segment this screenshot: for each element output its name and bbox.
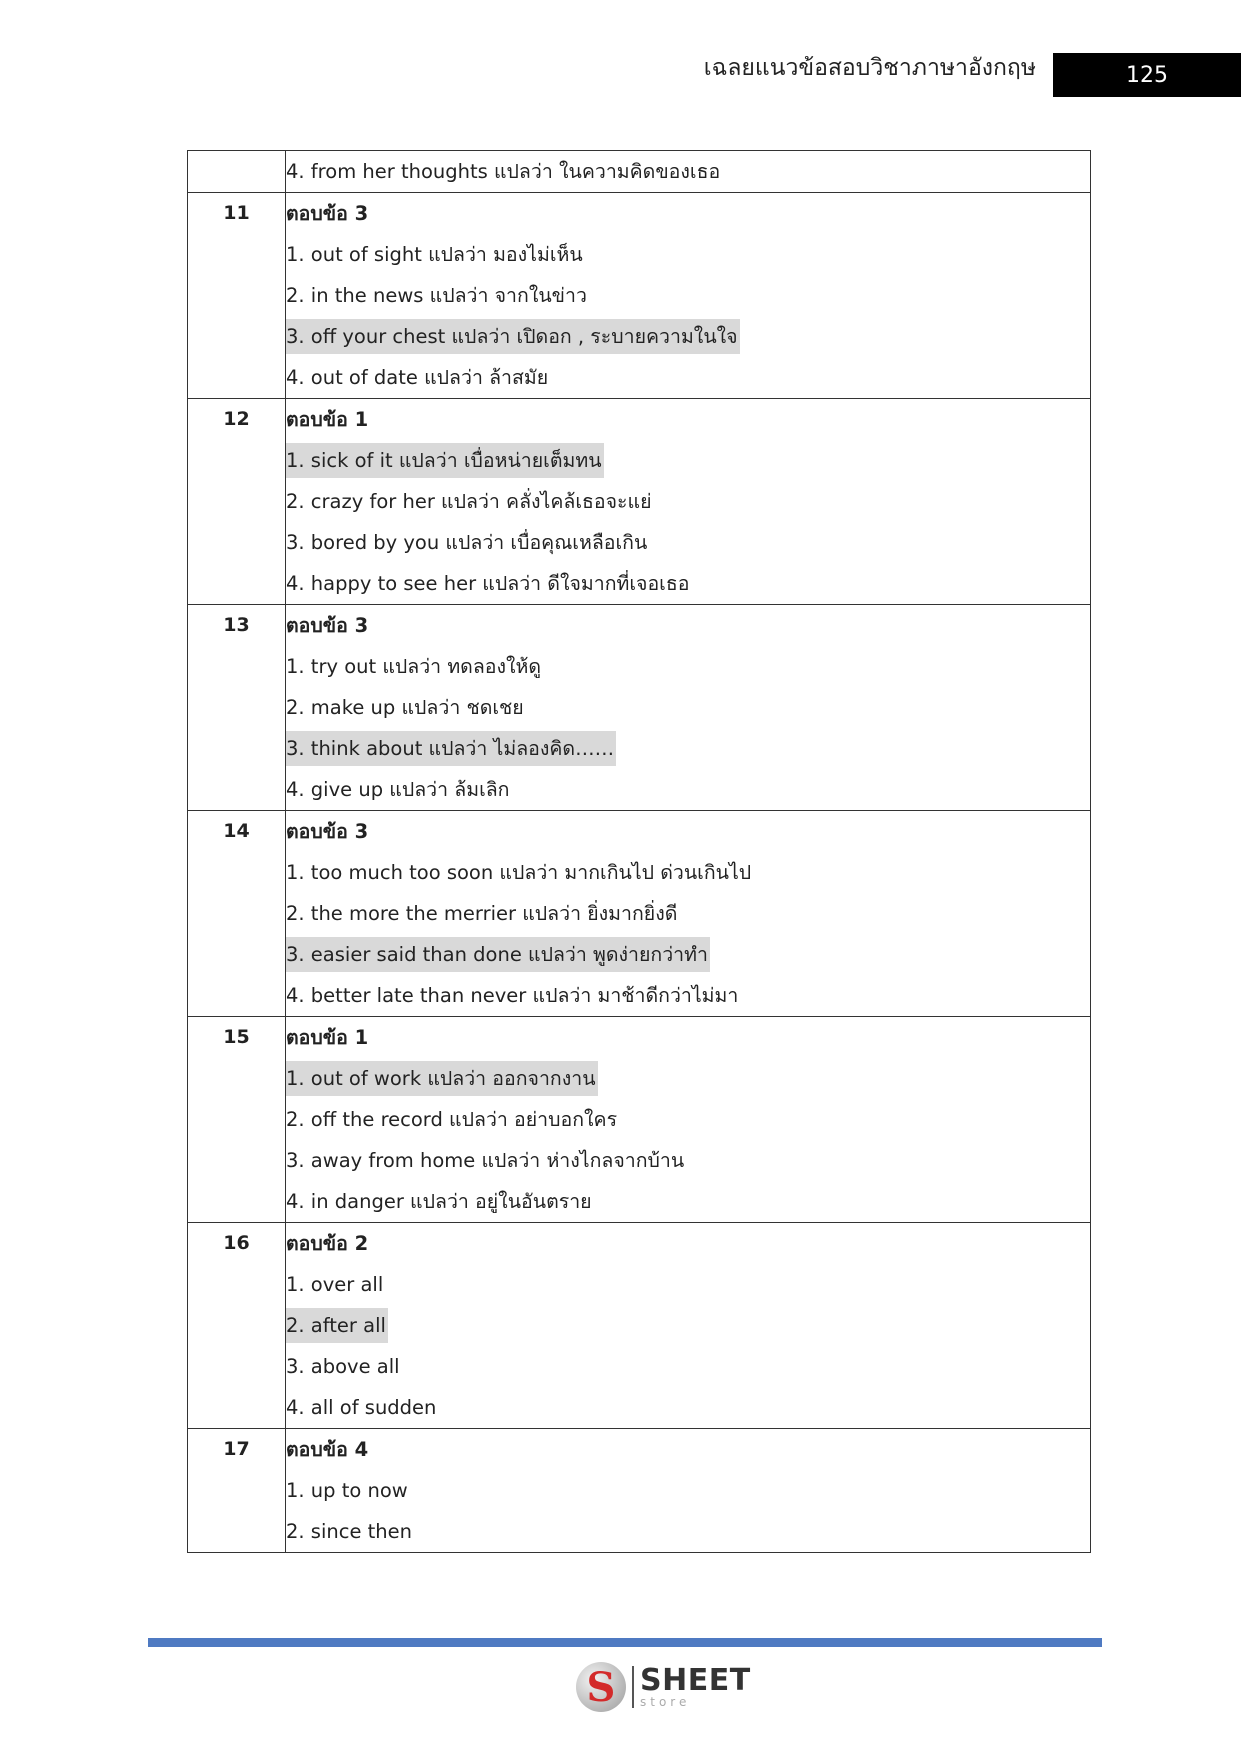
option-item — [286, 522, 1090, 563]
answer-cell — [286, 1429, 1091, 1553]
option-item — [286, 1387, 1090, 1428]
question-number: 15 — [223, 1026, 250, 1048]
logo-s-icon: S — [576, 1662, 626, 1712]
option-text: 4. all of sudden — [286, 1396, 437, 1419]
correct-option — [286, 1305, 1090, 1346]
logo-divider — [632, 1666, 634, 1708]
table-row — [188, 1017, 1091, 1223]
page-header-title: เฉลยแนวข้อสอบวิชาภาษาอังกฤษ — [703, 55, 1036, 81]
option-item — [286, 1140, 1090, 1181]
logo-main-text: SHEET — [640, 1663, 751, 1698]
answer-label: ตอบข้อ 1 — [286, 408, 369, 431]
answer-cell — [286, 193, 1091, 399]
logo-sub-text: store — [640, 1695, 691, 1709]
option-item — [286, 1181, 1090, 1222]
option-text: 2. make up แปลว่า ชดเชย — [286, 696, 524, 719]
option-item — [286, 357, 1090, 398]
answer-cell — [286, 399, 1091, 605]
option-text: 3. easier said than done แปลว่า พูดง่ายกว่าทำ — [286, 937, 710, 972]
option-item — [286, 852, 1090, 893]
option-text: 2. after all — [286, 1308, 388, 1343]
question-number: 16 — [223, 1232, 250, 1254]
answer-cell — [286, 1223, 1091, 1429]
question-number: 13 — [223, 614, 250, 636]
answer-cell — [286, 811, 1091, 1017]
option-item — [286, 646, 1090, 687]
question-number-cell — [188, 605, 286, 811]
option-text: 3. above all — [286, 1355, 400, 1378]
correct-option — [286, 440, 1090, 481]
question-number-cell — [188, 151, 286, 193]
option-item — [286, 563, 1090, 604]
correct-option — [286, 728, 1090, 769]
option-text: 2. in the news แปลว่า จากในข่าว — [286, 284, 587, 307]
answer-label: ตอบข้อ 3 — [286, 820, 369, 843]
answer-label: ตอบข้อ 3 — [286, 202, 369, 225]
footer-bar — [148, 1638, 1102, 1647]
answer-cell — [286, 1017, 1091, 1223]
answer-label: ตอบข้อ 3 — [286, 614, 369, 637]
option-text: 4. better late than never แปลว่า มาช้าดีกว่าไม่มา — [286, 984, 739, 1007]
table-row — [188, 1429, 1091, 1553]
option-item — [286, 687, 1090, 728]
answer-label: ตอบข้อ 4 — [286, 1438, 369, 1461]
page-number: 125 — [1126, 62, 1168, 88]
page-number-box — [1053, 53, 1241, 97]
option-text: 4. happy to see her แปลว่า ดีใจมากที่เจอเธอ — [286, 572, 690, 595]
table-row — [188, 399, 1091, 605]
answer-cell — [286, 605, 1091, 811]
table-row — [188, 193, 1091, 399]
option-item — [286, 275, 1090, 316]
answer-cell — [286, 151, 1091, 193]
option-item — [286, 1099, 1090, 1140]
question-number-cell — [188, 1429, 286, 1553]
option-item — [286, 1264, 1090, 1305]
option-text: 1. up to now — [286, 1479, 408, 1502]
option-text: 1. out of work แปลว่า ออกจากงาน — [286, 1061, 598, 1096]
option-text: 1. sick of it แปลว่า เบื่อหน่ายเต็มทน — [286, 443, 604, 478]
question-number: 12 — [223, 408, 250, 430]
option-text: 3. away from home แปลว่า ห่างไกลจากบ้าน — [286, 1149, 685, 1172]
sheet-store-logo — [576, 1662, 751, 1712]
answer-label: ตอบข้อ 1 — [286, 1026, 369, 1049]
option-text: 4. out of date แปลว่า ล้าสมัย — [286, 366, 549, 389]
option-text: 1. try out แปลว่า ทดลองให้ดู — [286, 655, 542, 678]
table-row — [188, 151, 1091, 193]
option-text: 4. give up แปลว่า ล้มเลิก — [286, 778, 510, 801]
option-item — [286, 769, 1090, 810]
option-text: 2. since then — [286, 1520, 413, 1543]
option-text: 1. over all — [286, 1273, 384, 1296]
question-number: 11 — [223, 202, 250, 224]
option-item — [286, 975, 1090, 1016]
logo-text — [640, 1663, 751, 1709]
question-number-cell — [188, 811, 286, 1017]
answer-table — [187, 150, 1091, 1553]
option-text: 3. think about แปลว่า ไม่ลองคิด…… — [286, 731, 616, 766]
option-item — [286, 1346, 1090, 1387]
option-text: 4. from her thoughts แปลว่า ในความคิดของเธอ — [286, 160, 721, 183]
question-number-cell — [188, 1017, 286, 1223]
option-item — [286, 151, 1090, 192]
option-item — [286, 893, 1090, 934]
option-item — [286, 234, 1090, 275]
question-number-cell — [188, 399, 286, 605]
option-text: 3. bored by you แปลว่า เบื่อคุณเหลือเกิน — [286, 531, 648, 554]
option-text: 4. in danger แปลว่า อยู่ในอันตราย — [286, 1190, 592, 1213]
option-item — [286, 1511, 1090, 1552]
question-number: 17 — [223, 1438, 250, 1460]
option-text: 1. out of sight แปลว่า มองไม่เห็น — [286, 243, 583, 266]
table-row — [188, 811, 1091, 1017]
correct-option — [286, 316, 1090, 357]
option-text: 1. too much too soon แปลว่า มากเกินไป ด่วนเกินไป — [286, 861, 752, 884]
question-number: 14 — [223, 820, 250, 842]
question-number-cell — [188, 1223, 286, 1429]
table-row — [188, 605, 1091, 811]
question-number-cell — [188, 193, 286, 399]
option-text: 2. off the record แปลว่า อย่าบอกใคร — [286, 1108, 618, 1131]
table-row — [188, 1223, 1091, 1429]
answer-label: ตอบข้อ 2 — [286, 1232, 369, 1255]
option-text: 2. the more the merrier แปลว่า ยิ่งมากยิ่งดี — [286, 902, 678, 925]
correct-option — [286, 1058, 1090, 1099]
option-item — [286, 1470, 1090, 1511]
correct-option — [286, 934, 1090, 975]
option-item — [286, 481, 1090, 522]
option-text: 2. crazy for her แปลว่า คลั่งไคล้เธอจะแย่ — [286, 490, 652, 513]
option-text: 3. off your chest แปลว่า เปิดอก , ระบายความในใจ — [286, 319, 740, 354]
